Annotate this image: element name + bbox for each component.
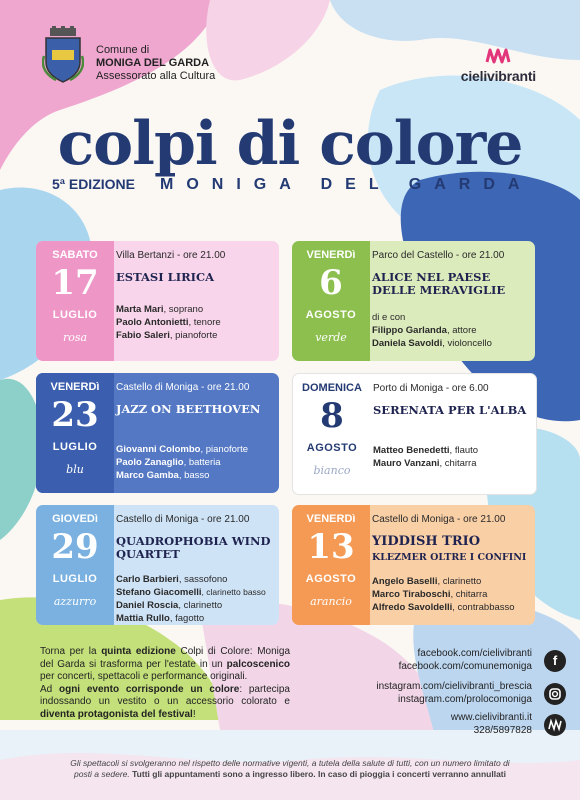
instagram-links: [376, 681, 532, 706]
event-performers: Giovanni Colombo, pianoforte Paolo Zanaglio, batteria Marco Gamba, basso: [116, 444, 248, 481]
coat-of-arms-icon: [42, 26, 84, 84]
municipality-line1: Comune di: [96, 44, 150, 56]
instagram-link-cielivibranti[interactable]: instagram.com/cielivibranti_brescia: [376, 681, 532, 692]
place-label: MONIGA DEL GARDA: [160, 176, 533, 193]
event-title: QUADROPHOBIA WIND QUARTET: [116, 534, 271, 561]
event-venue: Castello di Moniga - ore 21.00: [372, 514, 506, 525]
event-venue: Porto di Moniga - ore 6.00: [373, 383, 489, 394]
event-performers: Marta Mari, soprano Paolo Antonietti, tenore Fabio Saleri, pianoforte: [116, 304, 221, 341]
event-month: AGOSTO: [305, 309, 357, 321]
brand-logo: [461, 48, 536, 84]
instagram-icon[interactable]: [544, 683, 566, 705]
website-link[interactable]: www.cielivibranti.it: [450, 712, 532, 723]
event-color: arancio: [310, 595, 352, 608]
event-month: LUGLIO: [52, 573, 98, 585]
event-performers: Angelo Baselli, clarinetto Marco Tiraboschi, chitarra Alfredo Savoldelli, contrabbasso: [372, 576, 515, 613]
event-card-verde: [292, 241, 535, 361]
event-venue: Castello di Moniga - ore 21.00: [116, 382, 250, 393]
event-day: DOMENICA: [302, 382, 362, 394]
event-title: ESTASI LIRICA: [116, 270, 215, 284]
municipality-office: Assessorato alla Cultura: [96, 70, 216, 82]
facebook-link-comune[interactable]: facebook.com/comunemoniga: [398, 660, 532, 672]
cielivibranti-icon[interactable]: [544, 714, 566, 736]
municipality-name: MONIGA DEL GARDA: [96, 57, 210, 69]
event-month: AGOSTO: [306, 442, 358, 454]
event-title: YIDDISH TRIO: [372, 534, 481, 549]
event-day: GIOVEDì: [52, 513, 98, 525]
event-color: rosa: [62, 331, 88, 344]
event-venue: Parco del Castello - ore 21.00: [372, 250, 505, 261]
event-date: 17: [51, 263, 99, 303]
event-month: LUGLIO: [52, 309, 98, 321]
event-card-arancio: [292, 505, 535, 625]
edition-label: 5ª EDIZIONE: [52, 176, 135, 192]
event-performers: Carlo Barbieri, sassofono Stefano Giacomelli, clarinetto basso Daniel Roscia, clarinetto Mattia Rullo, fagotto: [116, 574, 266, 624]
event-day: SABATO: [52, 249, 98, 261]
event-day: VENERDì: [306, 513, 356, 525]
facebook-links: [399, 648, 532, 673]
event-card-rosa: [36, 241, 279, 361]
contact-info: [451, 712, 532, 737]
event-day: VENERDì: [306, 249, 356, 261]
phone-number: 328/5897828: [473, 724, 532, 736]
event-date: 6: [319, 263, 343, 303]
event-venue: Castello di Moniga - ore 21.00: [116, 514, 250, 525]
municipality-label: [96, 44, 215, 83]
event-card-azzurro: [36, 505, 279, 625]
event-color: blu: [66, 463, 84, 476]
event-card-blu: [36, 373, 279, 493]
event-card-bianco: [292, 373, 537, 495]
event-color: azzurro: [53, 595, 97, 608]
event-title: SERENATA PER L'ALBA: [373, 403, 527, 417]
event-performers: di e con Filippo Garlanda, attore Daniela Savoldi, violoncello: [372, 312, 492, 349]
event-color: verde: [315, 331, 347, 344]
event-date: 29: [51, 527, 99, 567]
event-date: 23: [51, 395, 99, 435]
event-title: JAZZ ON BEETHOVEN: [116, 402, 261, 416]
event-performers: Matteo Benedetti, flauto Mauro Vanzani, chitarra: [373, 445, 479, 469]
footer-notice: Gli spettacoli si svolgeranno nel rispetto delle normative vigenti, a tutela della salute di tutti, con un numero limitato di posti a sedere. Tutti gli appuntamenti sono a ingresso libero. In caso di pioggia i concerti verranno annullati: [70, 758, 510, 779]
event-title: ALICE NEL PAESE DELLE MERAVIGLIE: [372, 270, 506, 297]
event-month: LUGLIO: [52, 441, 98, 453]
event-color: bianco: [313, 464, 351, 477]
event-venue: Villa Bertanzi - ore 21.00: [116, 250, 226, 261]
event-subtitle: KLEZMER OLTRE I CONFINI: [372, 552, 527, 563]
event-day: VENERDì: [50, 381, 100, 393]
event-date: 13: [307, 527, 355, 567]
facebook-link-cielivibranti[interactable]: facebook.com/cielivibranti: [417, 648, 532, 659]
page-title: colpi di colore: [57, 109, 523, 179]
instagram-link-proloco[interactable]: instagram.com/prolocomoniga: [398, 693, 532, 705]
cielivibranti-logo-icon: [485, 48, 511, 64]
facebook-icon[interactable]: f: [544, 650, 566, 672]
festival-description: Torna per la quinta edizione Colpi di Colore: Moniga del Garda si trasforma per l'estate in un palcoscenico per concerti, spettacoli e performance originali. Ad ogni evento corrisponde un colore: partecipa indossando un vestito o un accessorio colorato e diventa protagonista del festival!: [40, 646, 291, 720]
brand-name: cielivibranti: [460, 68, 536, 84]
event-date: 8: [320, 396, 344, 436]
event-month: AGOSTO: [305, 573, 357, 585]
